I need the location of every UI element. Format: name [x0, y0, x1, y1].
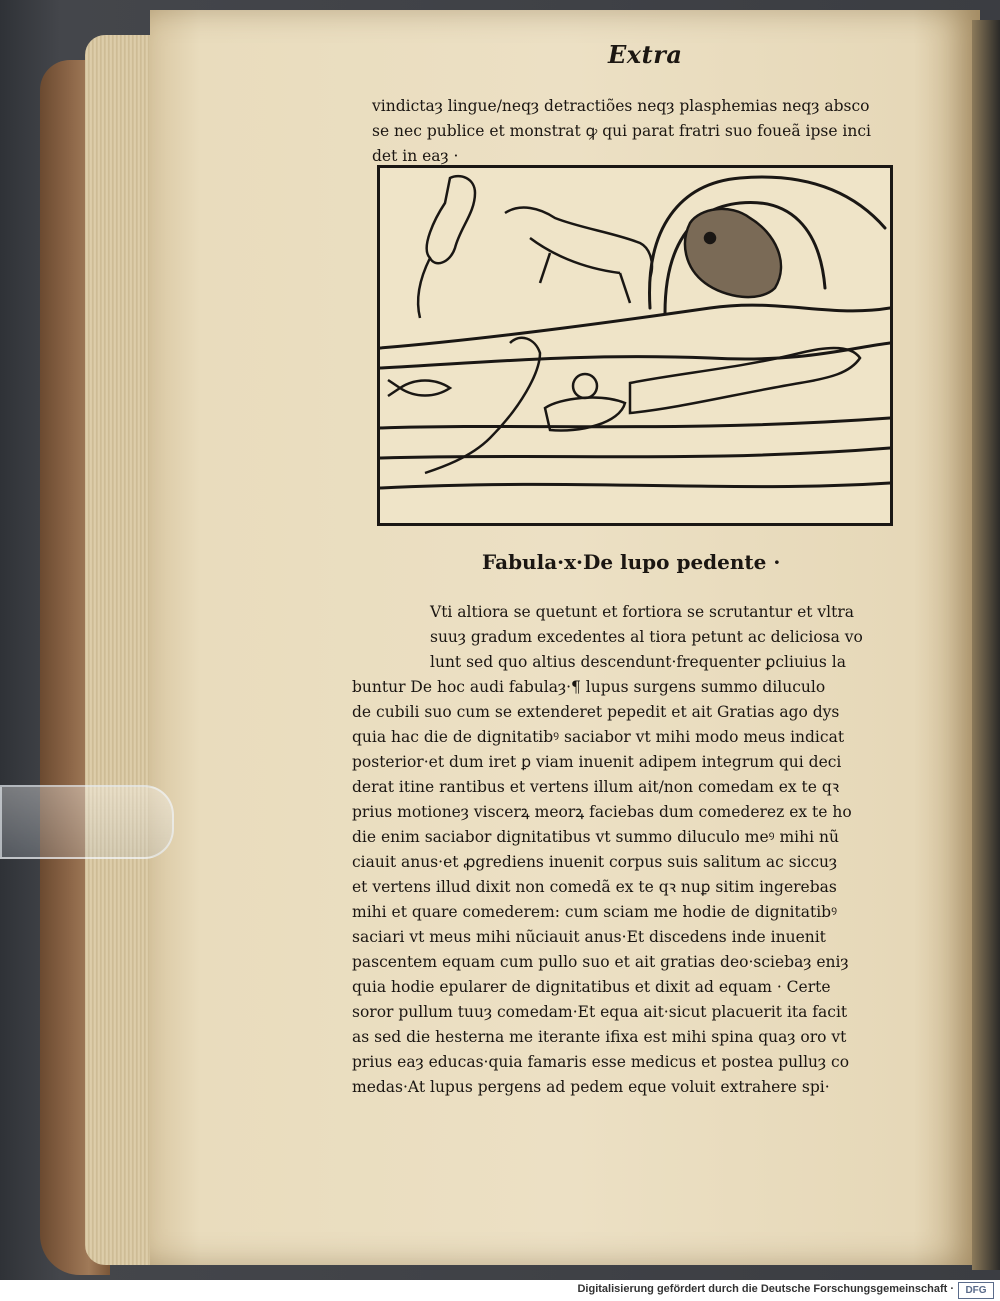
lion-figure [685, 209, 781, 297]
fox-sitting [418, 176, 475, 318]
wolf-walking [505, 208, 652, 303]
footer-bar [0, 1280, 1000, 1301]
text-line: quia hac die de dignitatibꝰ saciabor vt mihi modo meus indicat [352, 728, 845, 746]
text-line: as sed die hesterna me iterante ifixa est mihi spina quaȝ oro vt [352, 1028, 847, 1046]
text-line: saciari vt meus mihi nũciauit anus·Et discedens inde inuenit [352, 928, 826, 946]
running-head: Extra [608, 40, 683, 69]
text-line: det in eaȝ · [372, 147, 459, 165]
text-line: prius eaȝ educas·quia famaris esse medicus et postea pulluȝ co [352, 1053, 850, 1071]
text-line: se nec publice et monstrat ꝙ qui parat fratri suo foueã ipse inci [372, 122, 872, 140]
woodcut-illustration [377, 165, 893, 526]
text-line: mihi et quare comederem: cum sciam me hodie de dignitatibꝰ [352, 903, 838, 921]
gutter-shadow [972, 20, 1000, 1270]
text-line: ciauit anus·et ꝓgrediens inuenit corpus suis salitum ac siccuȝ [352, 853, 838, 871]
text-line: Vti altiora se quetunt et fortiora se scrutantur et vltra [430, 603, 854, 621]
text-line: buntur De hoc audi fabulaȝ·¶ lupus surgens summo diluculo [352, 678, 826, 696]
text-line: pascentem equam cum pullo suo et ait gratias deo·sciebaȝ eniȝ [352, 953, 849, 971]
water-line [380, 418, 890, 428]
text-line: de cubili suo cum se extenderet pepedit et ait Gratias ago dys [352, 703, 840, 721]
fish [388, 380, 450, 396]
top-text-block [372, 94, 871, 169]
woodcut-drawing [380, 168, 890, 523]
text-line: vindictaȝ lingue/neqȝ detractiões neqȝ plasphemias neqȝ absco [372, 97, 870, 115]
page-holder-clip [0, 785, 174, 859]
fable-title: Fabula·x·De lupo pedente · [482, 550, 781, 574]
text-line: medas·At lupus pergens ad pedem eque voluit extrahere spi· [352, 1078, 830, 1096]
text-line: suuȝ gradum excedentes al tiora petunt ac deliciosa vo [430, 628, 863, 646]
text-line: prius motioneȝ viscerꝝ meorꝝ faciebas dum comederez ex te ho [352, 803, 852, 821]
hill-line [380, 305, 890, 348]
text-line: posterior·et dum iret ꝑ viam inuenit adipem integrum qui deci [352, 753, 842, 771]
ground-line [380, 483, 890, 488]
text-line: et vertens illud dixit non comedã ex te qꝛ nuꝑ sitim ingerebas [352, 878, 837, 896]
body-text-block [352, 600, 863, 1100]
text-line: lunt sed quo altius descendunt·frequenter ꝑcliuius la [430, 653, 846, 671]
dfg-logo: DFG [958, 1282, 994, 1299]
text-line: die enim saciabor dignitatibus vt summo diluculo meꝰ mihi nũ [352, 828, 839, 846]
text-line: quia hodie epularer de dignitatibus et dixit ad equam · Certe [352, 978, 831, 996]
water-line [380, 448, 890, 458]
funding-notice: Digitalisierung gefördert durch die Deutsche Forschungsgemeinschaft · [577, 1283, 954, 1295]
ground-line [380, 343, 890, 368]
text-line: derat itine rantibus et vertens illum ait/non comedam ex te qꝛ [352, 778, 840, 796]
text-line: soror pullum tuuȝ comedam·Et equa ait·sicut placuerit ita facit [352, 1003, 848, 1021]
